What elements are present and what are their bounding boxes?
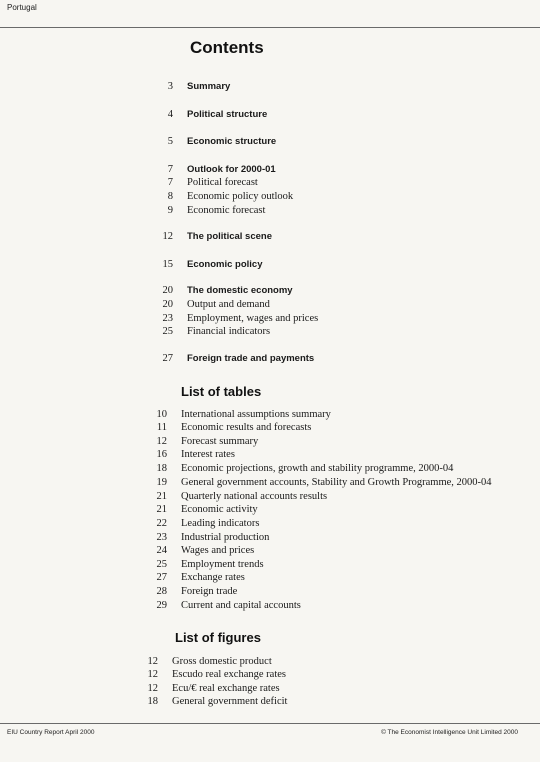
page-number: 8 — [167, 191, 173, 202]
footer-publication: EIU Country Report April 2000 — [7, 729, 95, 736]
tables-entry — [156, 572, 245, 584]
page-number: 12 — [147, 656, 158, 667]
entry-label: The domestic economy — [187, 285, 293, 296]
tables-entry — [156, 504, 258, 516]
tables-entry — [156, 422, 312, 434]
footer-copyright: © The Economist Intelligence Unit Limited 2000 — [381, 729, 518, 736]
page-number: 9 — [167, 205, 173, 216]
contents-entry — [167, 136, 277, 148]
entry-label: Quarterly national accounts results — [181, 491, 328, 502]
contents-entry — [162, 353, 315, 365]
entry-label: The political scene — [187, 231, 272, 242]
page-number: 3 — [167, 81, 173, 92]
entry-label: Summary — [187, 81, 231, 92]
entry-label: Leading indicators — [181, 518, 260, 529]
running-head: Portugal — [7, 3, 37, 12]
tables-entry — [156, 491, 328, 503]
page-number: 7 — [167, 164, 173, 175]
figures-entry — [147, 683, 280, 695]
contents-entry — [162, 285, 293, 297]
figures-title: List of figures — [175, 630, 261, 645]
page-number: 27 — [162, 353, 173, 364]
tables-entry — [156, 532, 270, 544]
entry-label: Economic forecast — [187, 205, 266, 216]
tables-entry — [156, 600, 301, 612]
entry-label: Interest rates — [181, 449, 235, 460]
tables-entry — [156, 586, 238, 598]
page-number: 12 — [162, 231, 173, 242]
entry-label: Exchange rates — [181, 572, 245, 583]
page-number: 22 — [156, 518, 167, 529]
page-number: 12 — [147, 683, 158, 694]
entry-label: Industrial production — [181, 532, 270, 543]
entry-label: Forecast summary — [181, 436, 259, 447]
page-number: 7 — [167, 177, 173, 188]
page-number: 18 — [156, 463, 167, 474]
contents-entry — [167, 81, 231, 93]
page-number: 25 — [156, 559, 167, 570]
figures-entry — [147, 696, 288, 708]
entry-label: General government deficit — [172, 696, 288, 707]
entry-label: Escudo real exchange rates — [172, 669, 286, 680]
page-number: 23 — [162, 313, 173, 324]
contents-title: Contents — [190, 38, 264, 57]
page-number: 16 — [156, 449, 167, 460]
entry-label: Outlook for 2000-01 — [187, 164, 276, 175]
page-number: 20 — [162, 285, 173, 296]
footer-rule — [0, 723, 540, 724]
page-number: 15 — [162, 259, 173, 270]
page-number: 21 — [156, 491, 167, 502]
entry-label: General government accounts, Stability and Growth Programme, 2000-04 — [181, 477, 492, 488]
entry-label: Economic activity — [181, 504, 258, 515]
page-number: 10 — [156, 409, 167, 420]
entry-label: Gross domestic product — [172, 656, 272, 667]
entry-label: Output and demand — [187, 299, 270, 310]
page-number: 18 — [147, 696, 158, 707]
contents-entry — [162, 326, 271, 338]
entry-label: Economic projections, growth and stability programme, 2000-04 — [181, 463, 454, 474]
entry-label: Economic policy — [187, 259, 263, 270]
contents-entry — [162, 313, 319, 325]
tables-entry — [156, 409, 331, 421]
page-number: 20 — [162, 299, 173, 310]
page-number: 4 — [167, 109, 173, 120]
figures-entry — [147, 656, 272, 668]
entry-label: Economic structure — [187, 136, 277, 147]
figures-entry — [147, 669, 286, 681]
page-number: 28 — [156, 586, 167, 597]
contents-entry — [167, 164, 276, 176]
contents-entry — [167, 191, 294, 203]
tables-entry — [156, 545, 255, 557]
contents-entry — [162, 231, 272, 243]
entry-label: Current and capital accounts — [181, 600, 301, 611]
page-number: 23 — [156, 532, 167, 543]
entry-label: Foreign trade and payments — [187, 353, 315, 364]
page-number: 21 — [156, 504, 167, 515]
tables-entry — [156, 518, 260, 530]
entry-label: Employment, wages and prices — [187, 313, 319, 324]
entry-label: Wages and prices — [181, 545, 255, 556]
contents-entry — [167, 177, 258, 189]
tables-entry — [156, 436, 259, 448]
page-number: 27 — [156, 572, 167, 583]
contents-entry — [167, 109, 268, 121]
entry-label: Economic policy outlook — [187, 191, 294, 202]
entry-label: Economic results and forecasts — [181, 422, 312, 433]
page-number: 12 — [156, 436, 167, 447]
tables-entry — [156, 477, 492, 489]
entry-label: Foreign trade — [181, 586, 238, 597]
entry-label: Financial indicators — [187, 326, 271, 337]
page-number: 29 — [156, 600, 167, 611]
entry-label: Political forecast — [187, 177, 258, 188]
entry-label: Political structure — [187, 109, 268, 120]
page-number: 12 — [147, 669, 158, 680]
page-number: 11 — [156, 422, 167, 433]
contents-entry — [167, 205, 266, 217]
tables-entry — [156, 559, 264, 571]
page-number: 19 — [156, 477, 167, 488]
tables-entry — [156, 449, 235, 461]
entry-label: Employment trends — [181, 559, 264, 570]
tables-title: List of tables — [181, 384, 262, 399]
page-header — [0, 0, 540, 28]
contents-entry — [162, 299, 270, 311]
entry-label: International assumptions summary — [181, 409, 331, 420]
page-number: 24 — [156, 545, 167, 556]
entry-label: Ecu/€ real exchange rates — [172, 683, 280, 694]
tables-entry — [156, 463, 454, 475]
page-number: 5 — [167, 136, 173, 147]
page-number: 25 — [162, 326, 173, 337]
contents-entry — [162, 259, 263, 271]
